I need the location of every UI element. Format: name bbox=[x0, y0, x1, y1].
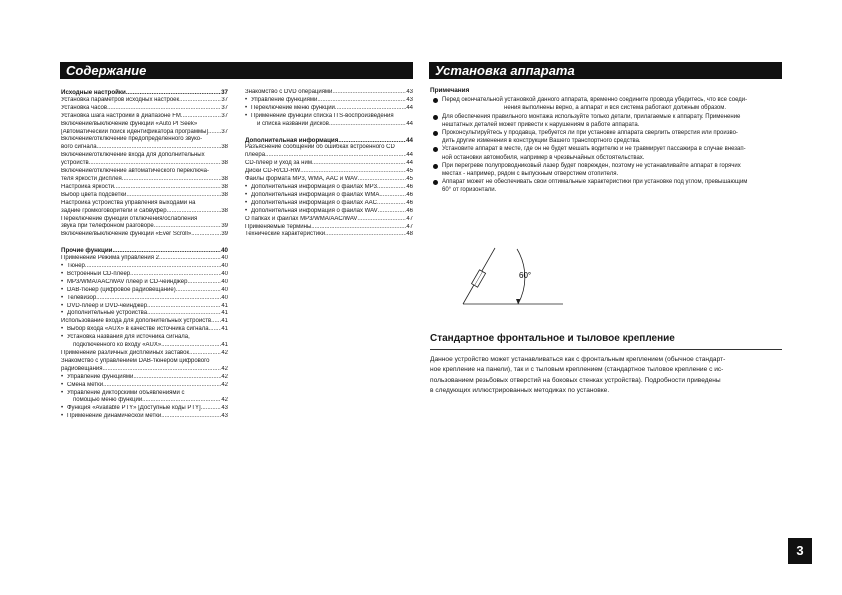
toc-page: 45 bbox=[406, 176, 413, 183]
toc-entry bbox=[61, 303, 228, 311]
toc-entry bbox=[61, 413, 228, 421]
note-item bbox=[430, 145, 782, 161]
toc-entry-title: • Выбор входа «AUX» в качестве источника сигнала bbox=[67, 326, 209, 333]
toc-page: 40 bbox=[221, 294, 228, 301]
toc-leader bbox=[107, 105, 221, 113]
toc-leader bbox=[317, 97, 406, 105]
toc-entry-title: Настройка яркости bbox=[61, 183, 114, 190]
toc-entry bbox=[61, 366, 228, 374]
toc-leader bbox=[358, 176, 407, 184]
installation-banner: Установка аппарата bbox=[429, 62, 782, 79]
toc-page: 42 bbox=[221, 350, 228, 356]
toc-page: 37 bbox=[221, 89, 228, 96]
toc-entry bbox=[61, 192, 228, 200]
toc-entry-title: и списка названий дисков bbox=[257, 120, 329, 127]
toc-entry bbox=[61, 208, 228, 216]
toc-entry-title: Включение/отключение входа для дополнительных bbox=[61, 152, 205, 159]
toc-entry bbox=[245, 144, 413, 152]
toc-leader bbox=[377, 200, 406, 208]
toc-leader bbox=[191, 231, 221, 239]
toc-leader bbox=[85, 263, 221, 271]
toc-entry-title: [Автоматический поиск идентификатора программы] bbox=[61, 128, 209, 135]
toc-entry bbox=[245, 224, 413, 232]
note-line: 60° от горизонтали. bbox=[442, 187, 497, 194]
toc-entry bbox=[61, 271, 228, 279]
toc-entry bbox=[61, 318, 228, 326]
toc-gap bbox=[61, 239, 228, 247]
section-divider bbox=[430, 349, 782, 350]
toc-page: 39 bbox=[221, 231, 228, 238]
toc-page: 40 bbox=[221, 270, 228, 277]
toc-entry-title: Включение/выключение функции «Ever Scroll» bbox=[61, 231, 192, 238]
body-line: ное крепление на панели), так и с тыловым креплением (стандартное тыловое крепление с ис- bbox=[430, 366, 724, 374]
toc-entry bbox=[61, 287, 228, 295]
toc-leader bbox=[189, 350, 221, 358]
toc-leader bbox=[112, 247, 221, 255]
notes-heading: Примечания bbox=[430, 87, 470, 94]
toc-entry bbox=[61, 295, 228, 303]
toc-page: 38 bbox=[221, 175, 228, 182]
toc-entry-title: О папках и файлах MP3/WMA/AAC/WAV bbox=[245, 215, 358, 222]
toc-entry bbox=[61, 390, 228, 398]
toc-page: 41 bbox=[221, 342, 228, 349]
toc-leader bbox=[167, 208, 222, 216]
toc-page: 46 bbox=[406, 199, 413, 206]
toc-page: 46 bbox=[406, 207, 413, 214]
toc-page: 42 bbox=[221, 397, 228, 404]
toc-entry-title: • MP3/WMA/AAC/WAV плеер и CD-чейнджер bbox=[67, 278, 188, 285]
note-line: нештатных деталей может привести к нарушениям в работе аппарата. bbox=[442, 121, 640, 128]
toc-page: 43 bbox=[406, 96, 413, 103]
toc-entry-title: радиовещания bbox=[61, 365, 103, 372]
toc-leader bbox=[96, 295, 221, 303]
toc-entry bbox=[61, 89, 228, 97]
toc-entry-title: CD-плеер и уход за ним bbox=[245, 160, 312, 167]
toc-entry-title: Установка названия для источника сигнала, bbox=[67, 334, 190, 341]
toc-leader bbox=[378, 208, 407, 216]
toc-entry bbox=[61, 382, 228, 390]
toc-entry bbox=[61, 105, 228, 113]
toc-leader bbox=[211, 318, 221, 326]
toc-page: 44 bbox=[406, 152, 413, 159]
toc-page: 40 bbox=[221, 255, 228, 262]
toc-entry bbox=[245, 89, 413, 97]
toc-entry bbox=[61, 326, 228, 334]
toc-entry-title: Включение/отключение автоматического переключа- bbox=[61, 168, 210, 175]
toc-entry bbox=[61, 113, 228, 121]
note-line: ной остановки автомобиля, например в чрезвычайных обстоятельствах. bbox=[442, 154, 645, 161]
toc-entry-title: звука при телефонном разговоре bbox=[61, 223, 154, 230]
toc-entry bbox=[61, 334, 228, 342]
toc-entry bbox=[245, 176, 413, 184]
toc-leader bbox=[122, 176, 222, 184]
toc-entry-title: теля яркости дисплея bbox=[61, 175, 122, 182]
toc-entry-title: Применение различных дисплейных заставок bbox=[61, 350, 190, 356]
toc-gap bbox=[245, 129, 413, 137]
toc-leader bbox=[176, 287, 222, 295]
toc-leader bbox=[161, 413, 221, 421]
toc-page: 44 bbox=[406, 104, 413, 111]
note-item bbox=[430, 162, 782, 178]
toc-leader bbox=[159, 255, 221, 263]
toc-page: 42 bbox=[221, 373, 228, 380]
toc-entry-title: Применение Режима управления 2 bbox=[61, 255, 160, 262]
toc-entry-title: задние громкоговорители и сабвуфер bbox=[61, 207, 167, 214]
toc-entry bbox=[61, 97, 228, 105]
note-line: дить другие изменения в конструкции Вашего транспортного средства. bbox=[442, 138, 641, 145]
toc-entry bbox=[61, 263, 228, 271]
toc-page: 37 bbox=[221, 96, 228, 103]
note-line: Перед окончательной установкой данного аппарата, временно соедините провода убедитесь, что все соеди- bbox=[442, 97, 748, 104]
note-line: Аппарат может не обеспечивать свои оптимальные характеристики при установке под углом, превышающим bbox=[442, 179, 748, 186]
toc-entry bbox=[61, 184, 228, 192]
note-line: Проконсультируйтесь у продавца, требуется ли при установке аппарата сверлить отверстия или произво- bbox=[442, 130, 738, 137]
toc-page: 46 bbox=[406, 183, 413, 190]
note-item bbox=[430, 96, 782, 112]
toc-entry bbox=[61, 129, 228, 137]
toc-leader bbox=[329, 121, 406, 129]
toc-page: 43 bbox=[221, 413, 228, 420]
toc-entry bbox=[245, 208, 413, 216]
note-line: Установите аппарат в месте, где он не будет мешать водителю и не травмирует пассажира в случае внезап- bbox=[442, 146, 746, 153]
toc-entry-title: • Встроенный CD-плеер bbox=[67, 270, 131, 277]
toc-entry-title: Файлы формата MP3, WMA, AAC и WAV bbox=[245, 176, 358, 183]
toc-column-1 bbox=[61, 89, 228, 421]
toc-page: 41 bbox=[221, 302, 228, 309]
note-line: местах - например, рядом с выпускным отверстием отопителя. bbox=[442, 171, 619, 178]
toc-entry bbox=[61, 176, 228, 184]
toc-leader bbox=[325, 231, 406, 239]
toc-page: 37 bbox=[221, 112, 228, 119]
toc-entry-title: устройств bbox=[61, 160, 89, 167]
angle-diagram-icon bbox=[455, 242, 565, 312]
toc-entry-title: Знакомство с управлением DAB-тюнером цифрового bbox=[61, 357, 210, 364]
toc-entry bbox=[61, 152, 228, 160]
toc-leader bbox=[142, 397, 221, 405]
toc-entry bbox=[61, 358, 228, 366]
note-item bbox=[430, 113, 782, 129]
toc-entry bbox=[61, 231, 228, 239]
toc-entry-title: Выбор цвета подсветки bbox=[61, 191, 127, 198]
toc-leader bbox=[130, 271, 221, 279]
toc-entry bbox=[61, 216, 228, 224]
toc-leader bbox=[126, 192, 221, 200]
toc-page: 38 bbox=[221, 144, 228, 151]
toc-leader bbox=[311, 224, 406, 232]
toc-entry-title: Использование входа для дополнительных устройств bbox=[61, 318, 212, 325]
note-line: При перегреве полупроводниковый лазер будет поврежден, поэтому не устанавливайте аппарат в горячих bbox=[442, 162, 741, 169]
toc-entry-title: • Смена метки bbox=[67, 381, 104, 388]
toc-entry bbox=[245, 97, 413, 105]
toc-page: 38 bbox=[221, 207, 228, 214]
toc-entry-title: Настройка устройства управления выходами на bbox=[61, 199, 196, 206]
toc-page: 47 bbox=[406, 215, 413, 222]
toc-leader bbox=[179, 97, 221, 105]
body-line: пользованием резьбовых отверстий на боковых стенках устройства). Подробности приведены bbox=[430, 376, 721, 384]
toc-leader bbox=[181, 113, 221, 121]
toc-leader bbox=[379, 192, 406, 200]
section-title: Стандартное фронтальное и тыловое крепление bbox=[430, 333, 675, 344]
toc-entry-title: Установка параметров исходных настроек bbox=[61, 96, 180, 103]
toc-entry-title: Применение функций списка ITS-воспроизведения bbox=[251, 112, 394, 119]
toc-entry-title: • Дополнительная информация о файлах AAC bbox=[251, 199, 378, 206]
toc-page: 41 bbox=[221, 310, 228, 317]
toc-entry-title: Дополнительная информация bbox=[245, 136, 339, 144]
toc-leader bbox=[201, 405, 222, 413]
toc-leader bbox=[133, 374, 221, 382]
toc-entry-title: помощью меню функций bbox=[73, 397, 143, 404]
toc-column-2 bbox=[245, 89, 413, 239]
toc-entry bbox=[61, 397, 228, 405]
toc-entry-title: Разъяснение сообщений об ошибках встроенного CD bbox=[245, 144, 395, 151]
toc-page: 44 bbox=[406, 160, 413, 167]
note-item bbox=[430, 129, 782, 145]
toc-leader bbox=[89, 160, 222, 168]
toc-leader bbox=[312, 160, 406, 168]
toc-entry bbox=[245, 105, 413, 113]
notes-block bbox=[430, 87, 782, 195]
toc-entry-title: Установка шага настройки в диапазоне FM bbox=[61, 112, 181, 119]
toc-entry bbox=[245, 160, 413, 168]
toc-entry bbox=[61, 350, 228, 358]
toc-entry-title: • DAB-тюнер (цифровое радиовещание) bbox=[67, 286, 176, 293]
toc-entry-title: Переключение функций отключения/ослабления bbox=[61, 215, 198, 222]
toc-entry bbox=[61, 223, 228, 231]
toc-entry bbox=[61, 200, 228, 208]
toc-entry bbox=[61, 279, 228, 287]
toc-leader bbox=[147, 310, 221, 318]
toc-entry-title: Технические характеристики bbox=[245, 231, 326, 238]
toc-entry-title: Исходные настройки bbox=[61, 89, 126, 96]
contents-banner: Содержание bbox=[60, 62, 413, 79]
toc-page: 44 bbox=[406, 136, 413, 144]
toc-page: 44 bbox=[406, 120, 413, 127]
toc-entry bbox=[61, 136, 228, 144]
toc-entry-title: • Дополнительная информация о файлах MP3 bbox=[251, 183, 378, 190]
toc-page: 48 bbox=[406, 231, 413, 238]
toc-entry-title: • Управление функциями bbox=[251, 96, 318, 103]
toc-entry-title: Включение/отключение предопределенного звуко- bbox=[61, 136, 203, 143]
toc-leader bbox=[208, 129, 221, 137]
toc-leader bbox=[126, 89, 221, 97]
toc-page: 42 bbox=[221, 381, 228, 388]
toc-entry-title: плеера bbox=[245, 152, 266, 159]
angle-label: 60° bbox=[519, 271, 532, 280]
toc-entry-title: Применяемые термины bbox=[245, 223, 312, 230]
toc-leader bbox=[97, 144, 222, 152]
toc-entry-title: • Применение динамической метки bbox=[67, 413, 162, 420]
toc-entry-title: • Телевизор bbox=[67, 294, 97, 301]
toc-entry bbox=[61, 405, 228, 413]
toc-leader bbox=[154, 223, 222, 231]
toc-entry bbox=[245, 192, 413, 200]
toc-entry-title: • Дополнительные устройства bbox=[67, 310, 148, 317]
toc-entry-title: Управление дикторскими объявлениями с bbox=[67, 389, 185, 396]
toc-entry bbox=[61, 374, 228, 382]
toc-leader bbox=[161, 342, 221, 350]
toc-entry bbox=[61, 247, 228, 255]
toc-entry bbox=[61, 310, 228, 318]
toc-entry-title: • Дополнительная информация о файлах WMA bbox=[251, 191, 380, 198]
toc-entry bbox=[61, 121, 228, 129]
toc-leader bbox=[147, 303, 221, 311]
toc-entry-title: вого сигнала bbox=[61, 144, 97, 151]
toc-page: 38 bbox=[221, 183, 228, 190]
body-line: в следующих иллюстрированных методиках по установке. bbox=[430, 386, 610, 394]
toc-entry bbox=[61, 255, 228, 263]
toc-entry-title: • Функция «Available PTY» [Доступные коды PTY] bbox=[67, 405, 201, 412]
toc-page: 41 bbox=[221, 326, 228, 333]
toc-entry bbox=[245, 231, 413, 239]
toc-page: 46 bbox=[406, 191, 413, 198]
toc-page: 43 bbox=[406, 89, 413, 95]
toc-page: 42 bbox=[221, 365, 228, 372]
note-line: Для обеспечения правильного монтажа используйте только детали, прилагаемые к аппарату. Применение bbox=[442, 113, 741, 120]
toc-page: 41 bbox=[221, 318, 228, 325]
toc-entry-title: • Переключение меню функций bbox=[251, 104, 335, 111]
toc-entry-title: Установка часов bbox=[61, 104, 108, 111]
toc-leader bbox=[265, 152, 406, 160]
toc-leader bbox=[103, 382, 221, 390]
toc-entry-title: Прочие функции bbox=[61, 247, 113, 255]
toc-entry bbox=[245, 184, 413, 192]
toc-entry bbox=[61, 144, 228, 152]
toc-leader bbox=[357, 216, 406, 224]
toc-leader bbox=[335, 105, 406, 113]
toc-leader bbox=[377, 184, 406, 192]
toc-page: 40 bbox=[221, 278, 228, 285]
toc-entry-title: • Тюнер bbox=[67, 263, 85, 270]
toc-entry bbox=[245, 113, 413, 121]
toc-entry bbox=[61, 168, 228, 176]
toc-entry bbox=[245, 168, 413, 176]
toc-page: 40 bbox=[221, 247, 228, 255]
toc-entry bbox=[61, 342, 228, 350]
toc-entry-title: • Дополнительная информация о файлах WAV bbox=[251, 207, 378, 214]
toc-leader bbox=[300, 168, 406, 176]
toc-page: 38 bbox=[221, 191, 228, 198]
toc-leader bbox=[187, 279, 221, 287]
toc-entry bbox=[245, 200, 413, 208]
note-item bbox=[430, 178, 782, 194]
toc-entry bbox=[245, 152, 413, 160]
toc-page: 45 bbox=[406, 168, 413, 175]
toc-page: 43 bbox=[221, 405, 228, 412]
toc-entry bbox=[61, 160, 228, 168]
note-line: нения выполнены верно, а аппарат и вся система работают должным образом. bbox=[504, 105, 727, 112]
toc-page: 37 bbox=[221, 104, 228, 111]
toc-page: 37 bbox=[221, 128, 228, 135]
toc-entry bbox=[245, 137, 413, 145]
page-number: 3 bbox=[788, 538, 812, 564]
toc-entry bbox=[245, 216, 413, 224]
toc-leader bbox=[114, 184, 221, 192]
toc-page: 40 bbox=[221, 286, 228, 293]
body-line: Данное устройство может устанавливаться как с фронтальным креплением (обычное стандарт- bbox=[430, 356, 726, 363]
toc-page: 47 bbox=[406, 223, 413, 230]
toc-leader bbox=[338, 137, 406, 145]
toc-entry-title: • DVD-плеер и DVD-чейнджер bbox=[67, 302, 148, 309]
toc-leader bbox=[332, 89, 406, 97]
body-text bbox=[430, 355, 782, 396]
toc-page: 39 bbox=[221, 223, 228, 230]
toc-leader bbox=[103, 366, 222, 374]
toc-page: 40 bbox=[221, 263, 228, 270]
toc-entry-title: Включение/выключение функции «Auto PI Seek» bbox=[61, 120, 198, 127]
toc-page: 38 bbox=[221, 160, 228, 167]
toc-entry bbox=[245, 121, 413, 129]
toc-entry-title: Знакомство с DVD операциями bbox=[245, 89, 333, 95]
toc-entry-title: Диски CD-R/CD-RW bbox=[245, 168, 301, 175]
toc-entry-title: подключенного ко входу «AUX» bbox=[73, 342, 162, 349]
toc-leader bbox=[209, 326, 222, 334]
toc-entry-title: • Управление функциями bbox=[67, 373, 134, 380]
